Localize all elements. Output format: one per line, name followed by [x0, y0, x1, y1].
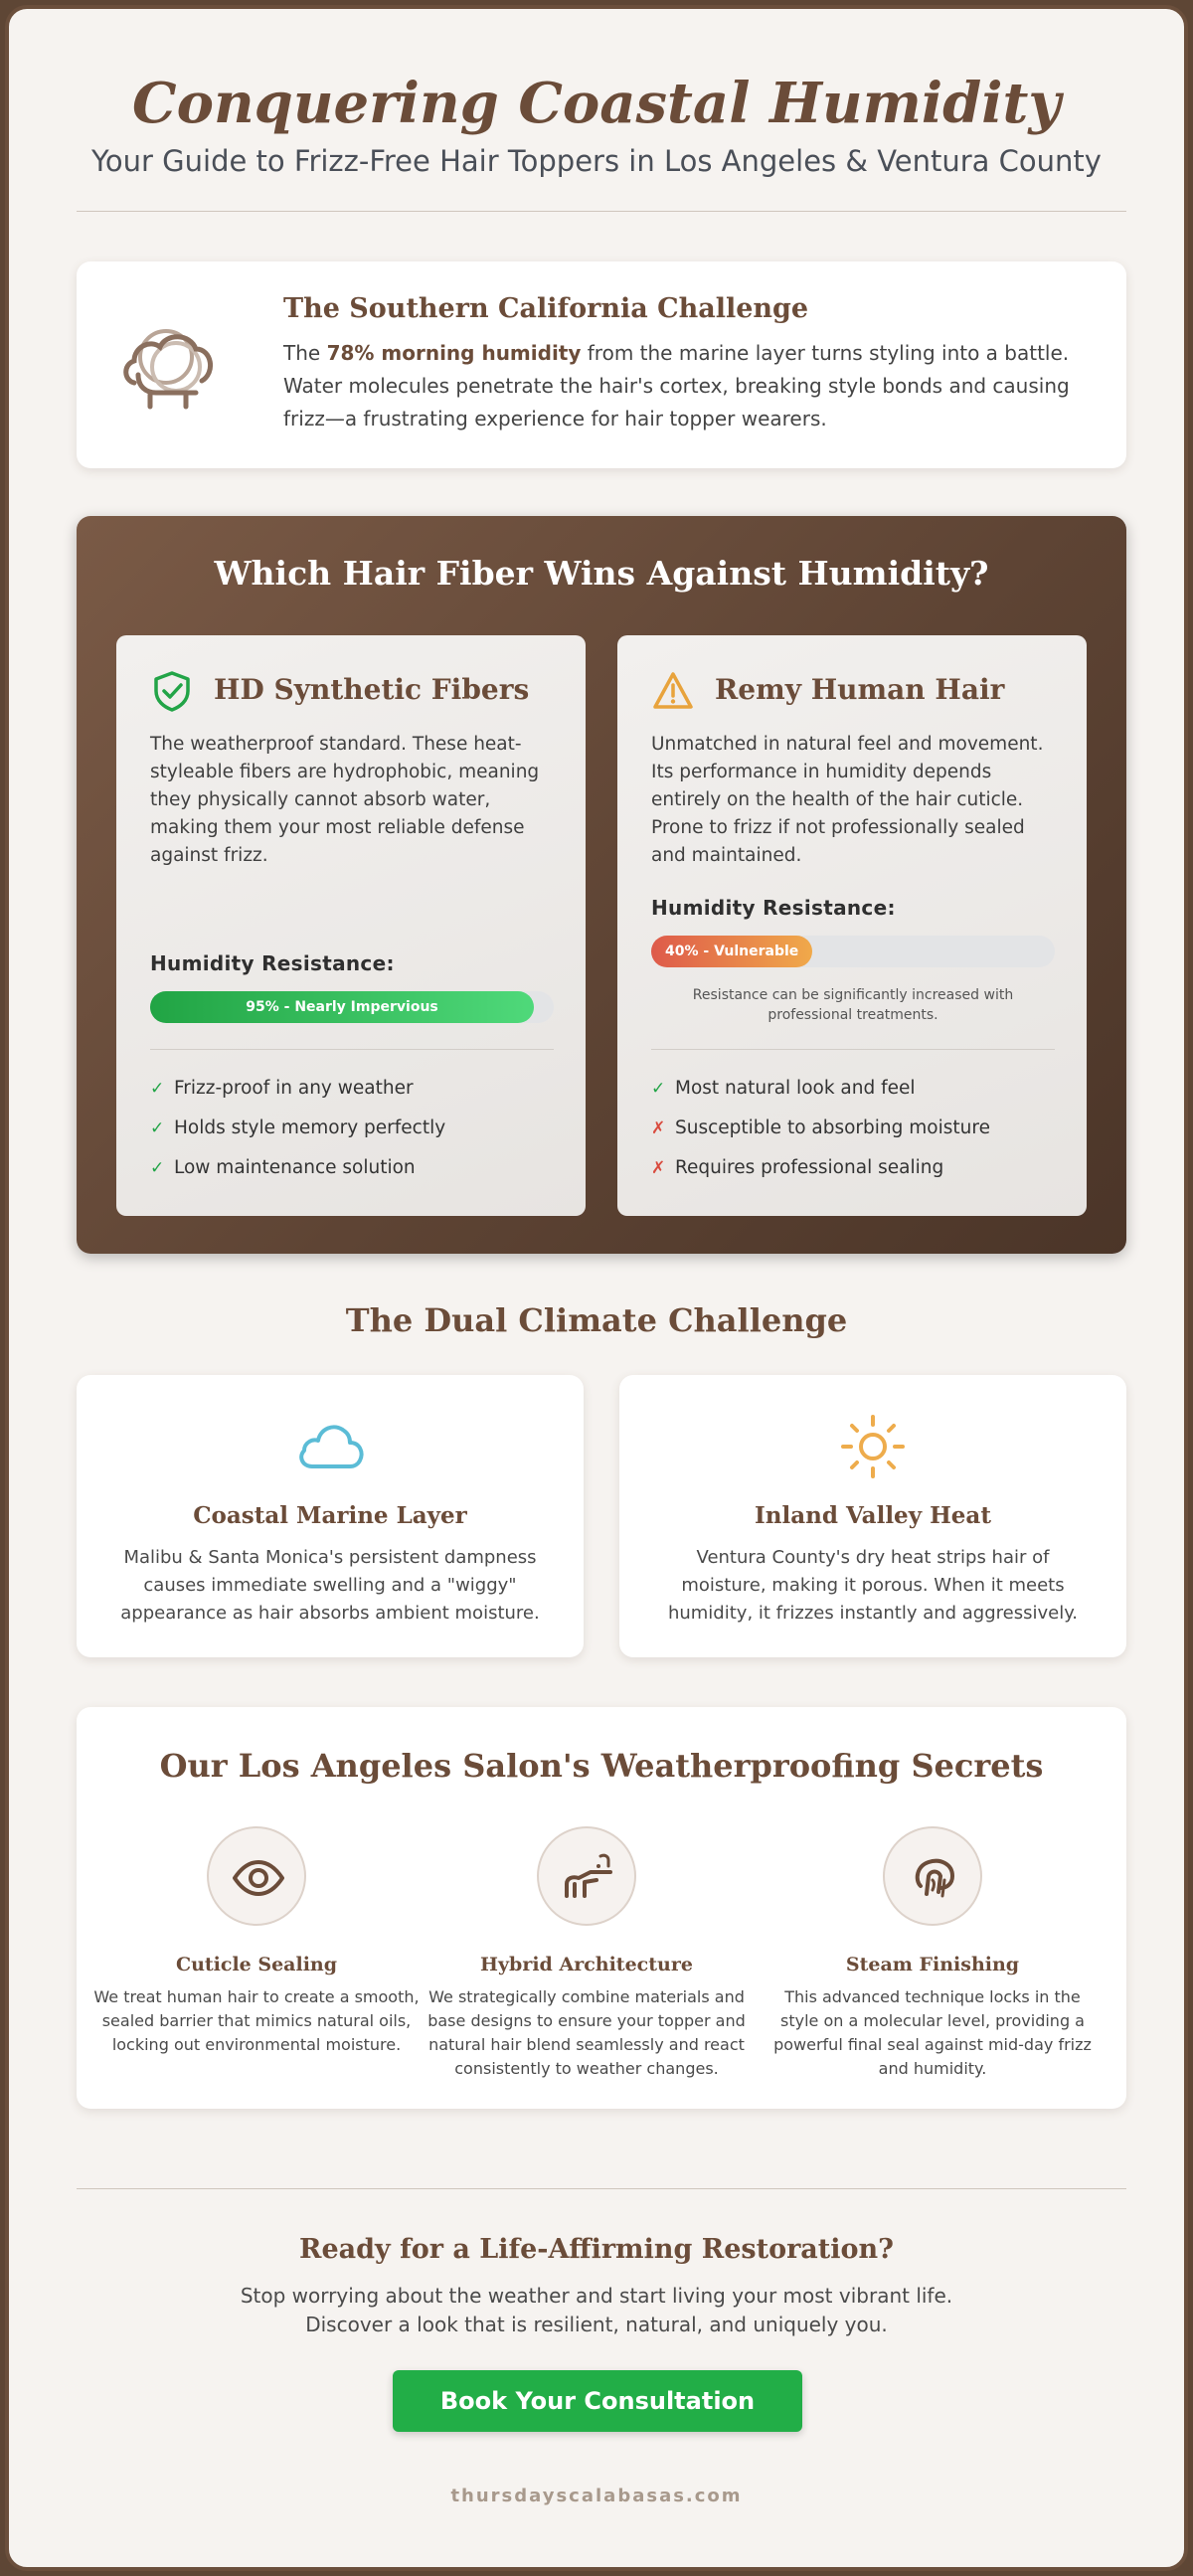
eye-icon — [231, 1850, 286, 1906]
synthetic-description: The weatherproof standard. These heat-styleable fibers are hydrophobic, meaning they physically cannot absorb water, making them your most reliable defense against frizz. — [150, 734, 540, 866]
remy-resistance-bar — [651, 936, 1055, 967]
cta-line-2: Discover a look that is resilient, natural, and uniquely you. — [305, 2313, 888, 2336]
inland-climate-card — [619, 1375, 1126, 1657]
book-consultation-button[interactable]: Book Your Consultation — [393, 2370, 802, 2432]
remy-hair-card — [617, 635, 1087, 1216]
feature-text: Low maintenance solution — [174, 1157, 416, 1178]
shield-check-icon — [150, 669, 194, 713]
secrets-card — [77, 1707, 1126, 2109]
fiber-comparison-section — [77, 516, 1126, 1254]
page-title: Conquering Coastal Humidity — [132, 71, 1061, 136]
synthetic-resistance-label: Humidity Resistance: — [150, 951, 395, 975]
footer-website-link[interactable]: thursdayscalabasas.com — [450, 2486, 743, 2506]
challenge-text: The 78% morning humidity from the marine layer turns styling into a battle. Water molecules penetrate the hair's cortex, breaking style bonds and causing frizz—a frustrating experience for hair topper wearers. — [283, 341, 1070, 430]
cta-title: Ready for a Life-Affirming Restoration? — [299, 2234, 894, 2265]
synthetic-divider — [150, 1049, 554, 1050]
humidity-highlight: 78% morning humidity — [326, 341, 582, 365]
coastal-title: Coastal Marine Layer — [193, 1502, 467, 1529]
secret-text: This advanced technique locks in the style on a molecular level, providing a powerful final seal against mid-day frizz and humidity. — [773, 1987, 1092, 2078]
check-icon: ✓ — [150, 1118, 165, 1138]
cross-icon: ✗ — [651, 1158, 666, 1178]
header-divider — [77, 211, 1126, 212]
secrets-heading: Our Los Angeles Salon's Weatherproofing Secrets — [159, 1747, 1044, 1785]
cta-divider — [77, 2188, 1126, 2189]
synthetic-resistance-fill: 95% - Nearly Impervious — [150, 991, 534, 1023]
inland-text: Ventura County's dry heat strips hair of moisture, making it porous. When it meets humidity, it frizzes instantly and aggressively. — [667, 1547, 1079, 1624]
warning-triangle-icon — [651, 669, 695, 713]
cta-line-1: Stop worrying about the weather and start living your most vibrant life. — [240, 2284, 953, 2308]
secret-text: We strategically combine materials and base designs to ensure your topper and natural hair blend seamlessly and react consistently to weather changes. — [427, 1987, 746, 2078]
secret-title: Hybrid Architecture — [480, 1954, 693, 1975]
feature-text: Susceptible to absorbing moisture — [675, 1117, 990, 1138]
remy-title: Remy Human Hair — [715, 673, 1005, 706]
secret-title: Cuticle Sealing — [175, 1954, 338, 1975]
climate-heading: The Dual Climate Challenge — [345, 1301, 848, 1339]
remy-divider — [651, 1049, 1055, 1050]
remy-resistance-label: Humidity Resistance: — [651, 896, 896, 920]
page-subtitle: Your Guide to Frizz-Free Hair Toppers in Los Angeles & Ventura County — [91, 144, 1102, 178]
check-icon: ✓ — [651, 1079, 666, 1099]
feature-item — [651, 1109, 1055, 1148]
feature-text: Requires professional sealing — [675, 1157, 944, 1178]
check-icon: ✓ — [150, 1079, 165, 1099]
steam-hair-icon — [907, 1850, 962, 1906]
sun-icon — [837, 1411, 909, 1482]
remy-resistance-note: Resistance can be significantly increased with professional treatments. — [692, 987, 1014, 1023]
feature-text: Most natural look and feel — [675, 1078, 916, 1099]
synthetic-resistance-bar — [150, 991, 554, 1023]
challenge-title: The Southern California Challenge — [283, 293, 809, 324]
feature-item — [150, 1109, 554, 1148]
feature-item — [150, 1069, 554, 1109]
feature-text: Frizz-proof in any weather — [174, 1078, 414, 1099]
hybrid-structure-icon — [561, 1850, 616, 1906]
feature-item — [150, 1148, 554, 1188]
humidity-cloud-icon — [116, 315, 220, 415]
synthetic-fiber-card — [116, 635, 586, 1216]
feature-item — [651, 1069, 1055, 1109]
challenge-card — [77, 261, 1126, 468]
check-icon: ✓ — [150, 1158, 165, 1178]
inland-title: Inland Valley Heat — [755, 1502, 991, 1529]
secret-text: We treat human hair to create a smooth, sealed barrier that mimics natural oils, locking out environmental moisture. — [93, 1987, 420, 2054]
feature-item — [651, 1148, 1055, 1188]
feature-text: Holds style memory perfectly — [174, 1117, 446, 1138]
remy-description: Unmatched in natural feel and movement. Its performance in humidity depends entirely on the health of the hair cuticle. Prone to frizz if not professionally sealed and maintained. — [651, 734, 1044, 866]
remy-resistance-fill: 40% - Vulnerable — [651, 936, 812, 967]
fiber-heading: Which Hair Fiber Wins Against Humidity? — [214, 554, 989, 593]
secret-title: Steam Finishing — [845, 1954, 1020, 1975]
synthetic-title: HD Synthetic Fibers — [214, 673, 530, 706]
coastal-climate-card — [77, 1375, 584, 1657]
cloud-icon — [294, 1411, 366, 1482]
synthetic-feature-list — [150, 1069, 554, 1188]
coastal-text: Malibu & Santa Monica's persistent dampness causes immediate swelling and a "wiggy" appearance as hair absorbs ambient moisture. — [120, 1547, 540, 1624]
remy-feature-list — [651, 1069, 1055, 1188]
page-frame — [5, 5, 1188, 2571]
cross-icon: ✗ — [651, 1118, 666, 1138]
